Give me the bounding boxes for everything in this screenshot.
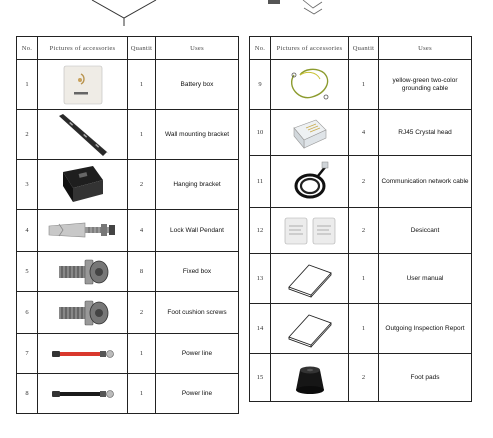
item-use: Communication network cable: [379, 156, 472, 208]
hanging-bracket-icon: [55, 164, 111, 206]
header-uses: Uses: [379, 37, 472, 60]
item-use: Power line: [156, 374, 239, 414]
item-number: 5: [17, 252, 38, 292]
table-row: [17, 110, 239, 160]
item-number: 10: [250, 110, 271, 156]
header-quantity: Quantit: [349, 37, 379, 60]
item-quantity: 4: [349, 110, 379, 156]
item-quantity: 1: [349, 254, 379, 304]
item-number: 2: [17, 110, 38, 160]
desiccant-icon: [281, 214, 339, 248]
table-row: [250, 254, 472, 304]
rj45-head-icon: [288, 116, 332, 150]
foot-cushion-screw-icon: [53, 298, 113, 328]
table-row: [17, 60, 239, 110]
table-row: [250, 354, 472, 402]
item-quantity: 4: [128, 210, 156, 252]
lock-wall-pendant-icon: [45, 218, 121, 244]
item-number: 14: [250, 304, 271, 354]
item-use: Foot pads: [379, 354, 472, 402]
item-quantity: 2: [128, 292, 156, 334]
table-header-row: [250, 37, 472, 60]
red-power-line-icon: [50, 347, 116, 361]
table-row: [17, 374, 239, 414]
item-use: Fixed box: [156, 252, 239, 292]
item-number: 3: [17, 160, 38, 210]
table-row: [250, 110, 472, 156]
accessories-table-left: [16, 36, 239, 414]
table-row: [17, 160, 239, 210]
item-quantity: 1: [349, 304, 379, 354]
item-number: 13: [250, 254, 271, 304]
fixed-box-screw-icon: [53, 257, 113, 287]
table-row: [250, 208, 472, 254]
item-use: Wall mounting bracket: [156, 110, 239, 160]
item-number: 7: [17, 334, 38, 374]
item-quantity: 1: [128, 110, 156, 160]
black-power-line-icon: [50, 387, 116, 401]
item-use: Outgoing Inspection Report: [379, 304, 472, 354]
table-row: [17, 292, 239, 334]
accessories-table-right: [249, 36, 472, 402]
table-header-row: [17, 37, 239, 60]
item-use: User manual: [379, 254, 472, 304]
header-pictures: Pictures of accessories: [271, 37, 349, 60]
item-quantity: 2: [349, 354, 379, 402]
table-row: [17, 334, 239, 374]
item-quantity: 2: [349, 208, 379, 254]
header-no: No.: [17, 37, 38, 60]
item-use: Lock Wall Pendant: [156, 210, 239, 252]
item-number: 1: [17, 60, 38, 110]
battery-box-icon: [61, 64, 105, 106]
table-row: [250, 156, 472, 208]
item-number: 11: [250, 156, 271, 208]
foot-pad-icon: [290, 358, 330, 398]
header-uses: Uses: [156, 37, 239, 60]
item-use: Power line: [156, 334, 239, 374]
item-quantity: 1: [349, 60, 379, 110]
wall-mounting-bracket-icon: [53, 112, 113, 158]
item-quantity: 1: [128, 374, 156, 414]
header-quantity: Quantit: [128, 37, 156, 60]
item-number: 9: [250, 60, 271, 110]
item-quantity: 8: [128, 252, 156, 292]
network-cable-icon: [288, 160, 332, 204]
item-quantity: 2: [128, 160, 156, 210]
header-no: No.: [250, 37, 271, 60]
item-use: Desiccant: [379, 208, 472, 254]
grounding-cable-icon: [286, 65, 334, 105]
item-quantity: 2: [349, 156, 379, 208]
table-row: [17, 252, 239, 292]
item-use: Hanging bracket: [156, 160, 239, 210]
table-row: [17, 210, 239, 252]
item-use: RJ45 Crystal head: [379, 110, 472, 156]
item-use: Battery box: [156, 60, 239, 110]
item-number: 4: [17, 210, 38, 252]
item-number: 8: [17, 374, 38, 414]
header-pictures: Pictures of accessories: [38, 37, 128, 60]
item-use: Foot cushion screws: [156, 292, 239, 334]
item-number: 12: [250, 208, 271, 254]
top-illustration-fragment: [0, 0, 493, 26]
item-number: 15: [250, 354, 271, 402]
item-number: 6: [17, 292, 38, 334]
table-row: [250, 304, 472, 354]
user-manual-icon: [285, 259, 335, 299]
item-quantity: 1: [128, 334, 156, 374]
item-use: yellow-green two-color grounding cable: [379, 60, 472, 110]
table-row: [250, 60, 472, 110]
item-quantity: 1: [128, 60, 156, 110]
inspection-report-icon: [285, 309, 335, 349]
